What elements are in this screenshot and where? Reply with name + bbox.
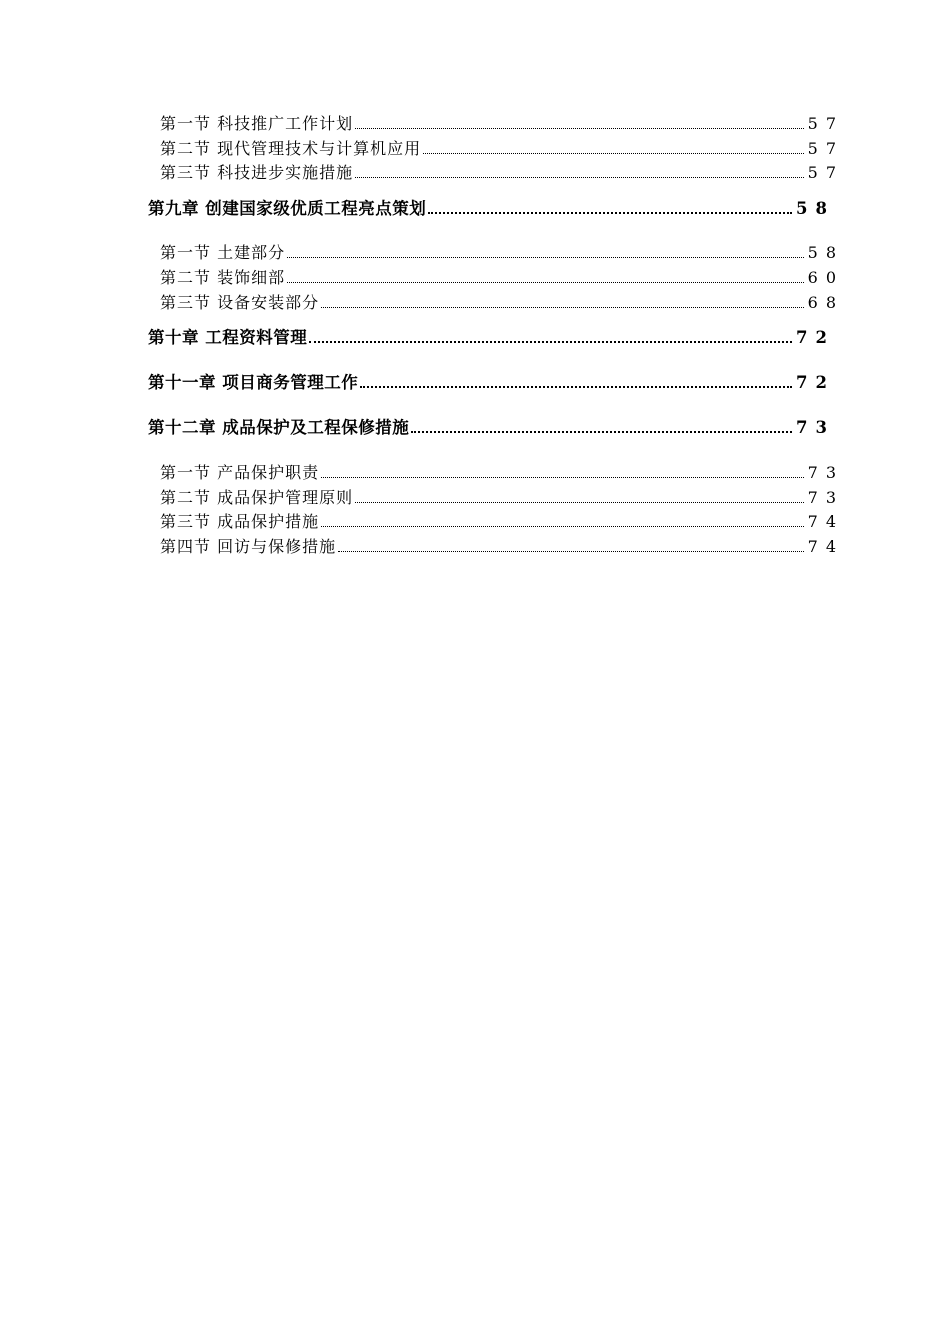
toc-entry-section[interactable] [160, 137, 844, 161]
toc-page-number: 72 [796, 373, 835, 392]
toc-entry-title: 第三节 设备安装部分 [160, 293, 320, 312]
toc-chapter-title: 第九章 创建国家级优质工程亮点策划 [148, 199, 427, 218]
toc-chapter-title: 第十一章 项目商务管理工作 [148, 373, 359, 392]
toc-page-number: 57 [807, 139, 844, 158]
toc-page-number: 68 [807, 293, 844, 312]
toc-page-number: 57 [807, 163, 844, 182]
toc-page-number: 60 [807, 268, 844, 287]
toc-page-number: 74 [807, 512, 844, 531]
toc-chapter-title: 第十章 工程资料管理 [148, 328, 308, 347]
toc-entry-section[interactable] [160, 241, 844, 265]
toc-entry-chapter[interactable] [148, 196, 835, 222]
dot-leader [338, 551, 804, 552]
toc-entry-chapter[interactable] [148, 370, 835, 396]
toc-page-number: 73 [807, 488, 844, 507]
dot-leader [355, 177, 804, 178]
toc-entry-title: 第一节 产品保护职责 [160, 463, 320, 482]
toc-entry-section[interactable] [160, 161, 844, 185]
dot-leader [321, 526, 804, 527]
toc-entry-section[interactable] [160, 510, 844, 534]
dot-leader [428, 212, 792, 214]
toc-page-number: 58 [796, 199, 835, 218]
toc-page-number: 72 [796, 328, 835, 347]
toc-entry-title: 第二节 装饰细部 [160, 268, 286, 287]
toc-entry-title: 第二节 现代管理技术与计算机应用 [160, 139, 422, 158]
toc-page-number: 73 [807, 463, 844, 482]
dot-leader [360, 386, 792, 388]
toc-entry-title: 第二节 成品保护管理原则 [160, 488, 354, 507]
toc-page-number: 73 [796, 418, 835, 437]
dot-leader [321, 307, 804, 308]
toc-entry-title: 第一节 科技推广工作计划 [160, 114, 354, 133]
dot-leader [355, 502, 804, 503]
toc-page-number: 74 [807, 537, 844, 556]
toc-entry-section[interactable] [160, 461, 844, 485]
toc-page-number: 57 [807, 114, 844, 133]
toc-entry-chapter[interactable] [148, 325, 835, 351]
toc-entry-title: 第一节 土建部分 [160, 243, 286, 262]
dot-leader [287, 257, 804, 258]
dot-leader [321, 477, 804, 478]
dot-leader [309, 341, 792, 343]
toc-entry-title: 第四节 回访与保修措施 [160, 537, 337, 556]
toc-entry-title: 第三节 科技进步实施措施 [160, 163, 354, 182]
dot-leader [355, 128, 804, 129]
toc-entry-title: 第三节 成品保护措施 [160, 512, 320, 531]
toc-entry-chapter[interactable] [148, 415, 835, 441]
dot-leader [423, 153, 804, 154]
toc-entry-section[interactable] [160, 112, 844, 136]
toc-entry-section[interactable] [160, 291, 844, 315]
toc-entry-section[interactable] [160, 535, 844, 559]
dot-leader [287, 282, 804, 283]
toc-entry-section[interactable] [160, 486, 844, 510]
toc-entry-section[interactable] [160, 266, 844, 290]
dot-leader [411, 431, 792, 433]
toc-chapter-title: 第十二章 成品保护及工程保修措施 [148, 418, 410, 437]
toc-page-number: 58 [807, 243, 844, 262]
